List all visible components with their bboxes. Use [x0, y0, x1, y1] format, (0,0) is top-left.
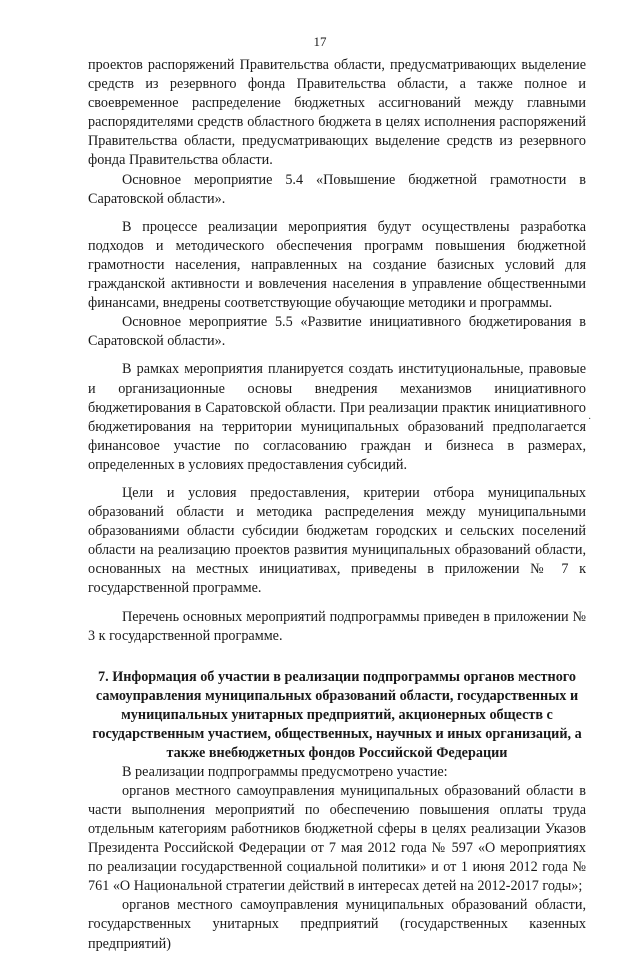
paragraph-2: Основное мероприятие 5.4 «Повышение бюджетной грамотности в Саратовской области». — [88, 171, 586, 207]
section-heading: 7. Информация об участии в реализации подпрограммы органов местного самоуправления муниципальных образований области, государственных и муниципальных унитарных предприятий, акционерных обществ с государственным участием, общественных, научных и иных организаций, а также внебюджетных фондов Российской Федерации — [92, 668, 582, 761]
section-paragraph-2: органов местного самоуправления муниципальных образований области в части выполнения мероприятий по обеспечению повышения оплаты труда отдельным категориям работников бюджетной сферы в целях реализации Указов Президента Российской Федерации от 7 мая 2012 года № 597 «О мероприятиях по реализации государственной социальной политики» и от 1 июня 2012 года № 761 «О Национальной стратегии действий в интересах детей на 2012-2017 годы»; — [88, 782, 586, 895]
section-paragraph-3: органов местного самоуправления муниципальных образований области, государственных унитарных предприятий (государственных казенных предприятий) — [88, 897, 586, 952]
document-body — [88, 56, 586, 954]
paragraph-1: проектов распоряжений Правительства области, предусматривающих выделение средств из резервного фонда Правительства области, а также полное и своевременное распределение бюджетных ассигнований между главными распорядителями средств областного бюджета в целях исполнения распоряжений Правительства области, предусматривающих выделение средств из резервного фонда Правительства области. — [88, 57, 586, 169]
paragraph-5: В рамках мероприятия планируется создать институциональные, правовые и организационные основы внедрения механизмов инициативного бюджетирования в Саратовской области. При реализации практик инициативного бюджетирования на территории муниципальных образований предполагается финансовое участие по согласованию граждан и бизнеса в размерах, определенных в условиях предоставления субсидий. — [88, 361, 586, 473]
page-number: 17 — [313, 34, 327, 49]
paragraph-4: Основное мероприятие 5.5 «Развитие инициативного бюджетирования в Саратовской области». — [88, 314, 586, 350]
section-paragraph-1: В реализации подпрограммы предусмотрено участие: — [122, 763, 448, 780]
paragraph-3: В процессе реализации мероприятия будут осуществлены разработка подходов и методического обеспечения программ повышения бюджетной грамотности населения, направленных на создание базисных условий для гражданской активности и вовлечения населения в управление общественными финансами, внедрены соответствующие обучающие методики и программы. — [88, 218, 586, 312]
scan-mark: · — [588, 414, 592, 425]
paragraph-7: Перечень основных мероприятий подпрограммы приведен в приложении № 3 к государственной программе. — [88, 608, 586, 644]
paragraph-6: Цели и условия предоставления, критерии отбора муниципальных образований области и методика распределения между муниципальными образованиями области субсидии бюджетам городских и сельских поселений области на реализацию проектов развития муниципальных образований области, основанных на местных инициативах, приведены в приложении № 7 к государственной программе. — [88, 484, 586, 597]
